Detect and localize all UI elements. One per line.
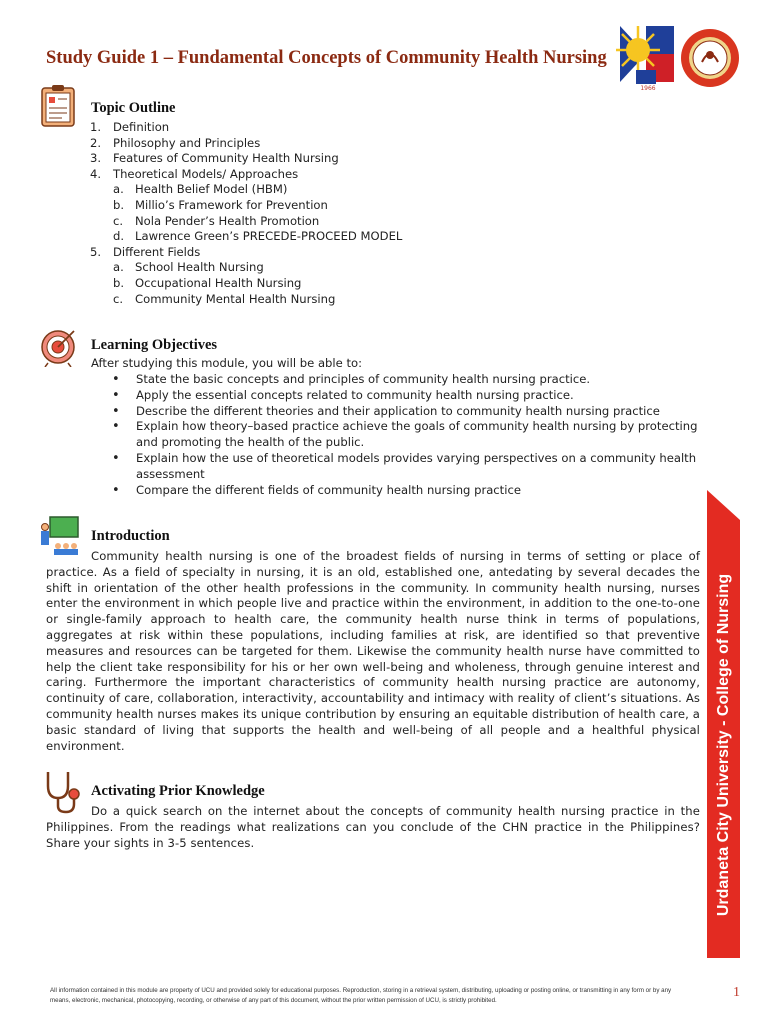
clipboard-icon bbox=[40, 84, 76, 128]
list-item: • Compare the different fields of community health nursing practice bbox=[112, 483, 707, 499]
objectives-list bbox=[112, 372, 707, 498]
list-item: 5. Different Fields bbox=[90, 244, 201, 259]
introduction-text: Community health nursing is one of the broadest fields of nursing in terms of setting or place of practice. As a field of specialty in nursing, it is an old, established one, antedating by several decades the shift in orientation of the other health professions in the community. In community health nursing, nurses enter the environment in which people live and practice within the environment, in addition to the one-to-one or single-family approach to health care, the community health nurse think in terms of populations, aggregates at risk within these populations, including families at risk, are identified so that preventive measures and resources can be targeted for them. Likewise the community health nurse have committed to help the client take responsibility for his or her own well-being and wholeness, through genuine interest and caring. Furthermore the important characteristics of community health nursing practice are autonomy, continuity of care, collaboration, interactivity, accountability and intimacy with reality of client’s situations. As community health nurses makes its unique contribution by ensuring an equitable distribution of health care, a basic standard of living that supports the health and well-being of all people and a healthful physical environment. bbox=[46, 549, 700, 753]
list-item: • State the basic concepts and principles of community health nursing practice. bbox=[112, 372, 707, 388]
list-item: • Explain how the use of theoretical models provides varying perspectives on a community health assessment bbox=[112, 451, 707, 483]
list-item: a. School Health Nursing bbox=[113, 260, 264, 275]
learning-objectives-heading: Learning Objectives bbox=[91, 337, 218, 353]
prior-knowledge-text: Do a quick search on the internet about the concepts of community health nursing practice in the Philippines. From the readings what realizations can you conclude of the CHN practice in the Philippines? Share your sights in 3-5 sentences. bbox=[46, 804, 700, 850]
target-icon bbox=[40, 327, 78, 367]
city-seal-logo bbox=[616, 20, 676, 92]
footer-disclaimer: All information contained in this module are property of UCU and provided solely for educational purposes. Reproduction, storing in a retrieval system, distributing, uploading or posting online, or transmitting in any form or by any means, electronic, mechanical, photocopying, recording, or otherwise of any part of this document, without the prior written permission of UCU, is strictly prohibited. bbox=[50, 987, 672, 1004]
list-item: 2. Philosophy and Principles bbox=[90, 135, 261, 150]
list-item: a. Health Belief Model (HBM) bbox=[113, 182, 288, 197]
list-item: • Apply the essential concepts related to community health nursing practice. bbox=[112, 388, 707, 404]
list-item: d. Lawrence Green’s PRECEDE-PROCEED MODEL bbox=[113, 229, 403, 244]
sidebar-notch bbox=[707, 490, 740, 520]
prior-knowledge-heading: Activating Prior Knowledge bbox=[91, 783, 265, 799]
objectives-intro: After studying this module, you will be able to: bbox=[91, 356, 362, 370]
list-item: 3. Features of Community Health Nursing bbox=[90, 151, 339, 166]
list-item: c. Community Mental Health Nursing bbox=[113, 291, 336, 306]
university-seal-logo bbox=[680, 28, 740, 88]
list-item: 4. Theoretical Models/ Approaches bbox=[90, 166, 299, 181]
page-title: Study Guide 1 – Fundamental Concepts of Community Health Nursing bbox=[46, 48, 607, 68]
introduction-heading: Introduction bbox=[91, 528, 170, 544]
page-number: 1 bbox=[733, 985, 740, 1000]
list-item: b. Occupational Health Nursing bbox=[113, 275, 302, 290]
list-item: 1. Definition bbox=[90, 120, 170, 134]
list-item: c. Nola Pender’s Health Promotion bbox=[113, 213, 320, 228]
list-item: • Describe the different theories and their application to community health nursing practice bbox=[112, 404, 707, 420]
topic-outline-list bbox=[90, 120, 402, 307]
topic-outline-heading: Topic Outline bbox=[91, 100, 176, 116]
list-item: • Explain how theory–based practice achieve the goals of community health nursing by protecting and promoting the health of the public. bbox=[112, 419, 707, 451]
logo-year: 1966 bbox=[640, 85, 656, 92]
sidebar-label: Urdaneta City University - College of Nursing bbox=[715, 573, 732, 917]
list-item: b. Millio’s Framework for Prevention bbox=[113, 197, 328, 212]
